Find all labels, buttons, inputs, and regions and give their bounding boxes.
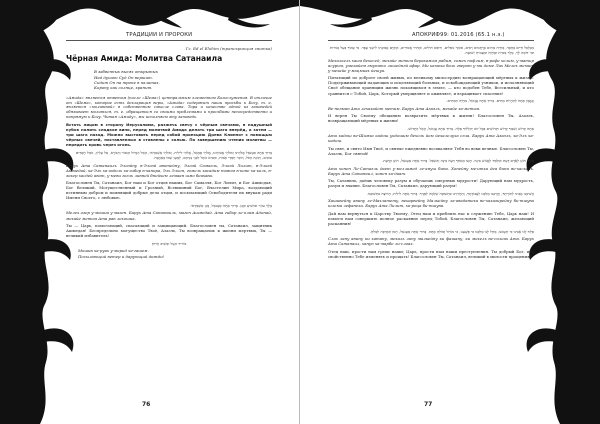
- epigraph-poem: [94, 69, 272, 91]
- left-text-column: [66, 46, 272, 264]
- amida-note: «Амида» является ответом (после «Шема») центральным элементом Богослужения. В отличие от «Шема», которое есть декларация веры, «Амида» содержит наши просьбы к Богу, т. е. является «молитвой» в собственном смысле слова. Тора и качестве одной из заповедей обязывает молиться, т. е. обращаться со своими проблемами и просьбами непосредственно и напрямую к Богу. Читая «Амиду», мы исполняем эту заповедь.: [66, 94, 272, 119]
- transliteration-paragraph: Ата кадош ве-Шимха кадош укдошим бехоль йом йехалелуха сэла. Барух Ата Азаэль, ха-Эль ха-кадош.: [328, 133, 534, 144]
- source-credit: Гг. Ed el Elohim (транскрипция свитка): [185, 46, 272, 51]
- hebrew-text-block: מְכַלְכֵּל חַיִּים בְּחֶסֶד, מְחַיֵּה מֵתִים בְּרַחֲמִים רַבִּים, סוֹמֵךְ נוֹפְלִים, וְרוֹפֵא חוֹלִים, וּמַתִּיר אֲסוּרִים, וּמְקַיֵּם אֱמוּנָתוֹ לִישֵׁנֵי עָפָר. מִי כָמוֹךָ בַּעַל גְּבוּרוֹת וּמִי דּוֹמֶה לָּךְ, מֶלֶךְ מֵמִית וּמְחַיֶּה וּמַצְמִיחַ יְשׁוּעָה.: [329, 45, 534, 56]
- running-header-right: АПОКРИФ99: 01.2016 (65.1 н.э.): [412, 32, 505, 38]
- transliteration-paragraph: Ата хонен Ле-Сатаэль дает у-мелламед ле-ануш бина. Хонейну ме-итха деа бина ве-хаскель. Барух Ата Сатанаил, хонен ха-даат.: [328, 165, 534, 176]
- transliteration-paragraph: Слах лану авину ки хатану, мехаль лану малкейну ки фашану, ки мохель ве-солеах Ата. Барух Ата Сатанаил, ханун ха-марбе ли-слоах.: [328, 236, 534, 247]
- hebrew-text-block: אַתָּה חוֹנֵן לְאָדָם דַּעַת וּמְלַמֵּד לֶאֱנוֹשׁ בִּינָה. חָנֵּנוּ מֵאִתְּךָ דֵּעָה בִּינָה וְהַשְׂכֵּל. בָּרוּךְ אַתָּה סַטָנאֵל, חוֹנֵן הַדָּעַת.: [381, 158, 534, 164]
- hebrew-text-block: סְלַח לָנוּ אָבִינוּ כִּי חָטָאנוּ, מְחַל לָנוּ מַלְכֵּנוּ כִּי פָשָׁעְנוּ, כִּי מוֹחֵל וְסוֹלֵחַ אָתָּה. בָּרוּךְ אַתָּה סַטָנאֵל, חַנּוּן הַמַּרְבֶּה לִסְלֹחַ.: [369, 228, 534, 234]
- right-page: [300, 0, 600, 424]
- header-rule-right: [328, 40, 534, 41]
- header-rule-left: [66, 40, 272, 41]
- poem-line: В забвенных высях открытых: [94, 69, 158, 75]
- transliteration-paragraph: Мехалкель хаим бехесед, мехайе метим берахамим рабим, сомех нофлим, в-рофе холим, у-матир асурим, умекайем эмунато лишейнэй афар. Ми камоха баль гверот у-ми доме Лах Мелех мемит у-мехайе у-мацмиах йешуа.: [328, 57, 534, 73]
- page-title: Чёрная Амида: Молитва Сатанаила: [66, 54, 223, 64]
- hebrew-text-block: מֶלֶךְ עוֹזֵר וּמוֹשִׁיעַ וּמָגֵן. בָּרוּךְ אַתָּה סַטָנאֵל, מָגֵן אַשְׁמְדַאי.: [189, 202, 272, 208]
- poem-line: Над душою Суд Он вершит.: [94, 74, 153, 80]
- hebrew-text-block: בָּרוּךְ אַתָּה סַטָנאֵל אֱלֹהֵינוּ וֵאלֹהֵי אֲבוֹתֵינוּ, אֱלֹהֵי סָמָאֵל, אֱלֹהֵי לִילִית, וֵאלֹהֵי אַשְׁמְדַאי, הָאֵל הַגָּדוֹל הַגִּבּוֹר וְהַנּוֹרָא, אֵל עֶלְיוֹן, גּוֹמֵל חֲסָדִים טוֹבִים, וְקוֹנֵה הַכֹּל, וְזוֹכֵר חַסְדֵי אָבוֹת, וּמֵבִיא גוֹאֵל לִבְנֵי בְנֵיהֶם, לְמַעַן שְׁמוֹ בְּאַהֲבָה.: [75, 149, 272, 161]
- page-number-right: 77: [424, 401, 433, 408]
- verse-line: Мошив ха-руах у-морид ха-гашем.: [78, 248, 149, 254]
- translation-paragraph: Благословен Ты, Сатанаил, Бог наш и Бог отцов наших, Бог Самаэля, Бог Лилит, и Бог Ашмодая, Бог Великий, Могущественный и Грозный, Всевышний Бог, Властелин Мира, воздающий истинным добром и помнящий добрые дела отцов, и посылающий Освободителя их внукам ради Имени Своего, с любовью.: [66, 180, 272, 201]
- translation-paragraph: Питающий по доброте своей живых, по великому милосердию возвращающий мёртвых к жизни. Поддерживающий падающих и исцеляющий больных, и освобождающий узников, и исполняющий Своё обещание хранящим жизнь покоящимся в земле, — кто подобен Тебе, Всесильный, и кто сравнится с Тобой, Царь, Который умерщвляет и оживляет, и взращивает спасение!: [328, 75, 534, 96]
- transliteration-paragraph: Барух Ата Сатанаиль Элоэйну в-Элоэй авотейну, Элоэй Самаэль, Элоэй Лилит, в-Элоэй Ашмедай, ха-Эль ха-гадоль ха-гибор в-ханора, Эль Эльон, гомель хасадим товим в-коне ха-коль, в-зохер хасдей авот, у-меви гоэль ливней бнейхем лемаан шмо беахава.: [66, 162, 272, 178]
- running-header-left: ТРАДИЦИИ И ПРОРОКИ: [126, 32, 193, 38]
- right-text-column: [328, 45, 534, 261]
- verse-line: Посылающий ветер и дарующий дожди!: [78, 253, 165, 259]
- translation-paragraph: И верен Ты Своему обещанию возвратить мёртвых к жизни! Благословен Ты, Азаэль, возвращающий мёртвых к жизни!: [328, 112, 534, 124]
- poem-line: Сидит Он на троне в палатах,: [94, 79, 160, 85]
- translation-paragraph: Ты — Царь, помогающий, спасающий и защищающий. Благословен ты, Сатанаил, защитник Ашмедая! Беспредельно могущество Твоё, Азаэль, Ты возвращаешь к жизни мертвых, Ты — великий избавитель!: [66, 223, 272, 239]
- hebrew-text-block: וְנֶאֱמָן אַתָּה לְהַחֲיוֹת מֵתִים. בָּרוּךְ אַתָּה עֲזָאזֵל, מְחַיֵּה הַמֵּתִים.: [446, 98, 534, 104]
- translation-paragraph: Дай нам вернуться к Царству Твоему, Отец наш и приблизь нас к служению Тебе, Царь наш! И помоги нам совершить полное раскаяние перед Тобой. Благословен Ты, Сатанаил, желающий раскаяния!: [328, 210, 534, 227]
- translation-paragraph: Отец наш, прости нам грехи наши; Царь, прости нам наши преступления. Ты добрый Бог, ибо свойственно Тебе изменять и прощать! Благословен Ты, Сатанаил, великий в милости прощения!: [328, 248, 534, 259]
- hebrew-text-block: אַתָּה קָדוֹשׁ וְשִׁמְךָ קָדוֹשׁ וּקְדוֹשִׁים בְּכָל יוֹם יְהַלְלוּךָ סֶּלָה. בָּרוּךְ אַתָּה עֲזָאזֵל, הָאֵל הַקָּדוֹשׁ.: [407, 125, 534, 131]
- ritual-instructions: Встать лицом в сторону Иерусалима, разжечь свечу с чёрным свечами, в надушный кубок налить сладкое вино, перед молитвой Амида делать три шага вперёд, а затем — три шага назад. Можно выставить перед собой проекцию Древа Клиппот с помощью чёрных свечей, поставленных в ставлены с солью. По завершению чтения молитвы — передать кровь через огонь.: [66, 122, 272, 148]
- transliteration-paragraph: Мелех озер у-мошиа у-маген. Барух Ата Сатанаиль, маген Ашмедай. Ата гибор ле-олам Адонай, мехайе метим Ата рав лехошиа.: [66, 210, 272, 221]
- page-number-left: 76: [142, 401, 151, 408]
- translation-paragraph: Ты, Сатаниль, даёшь человеку разум и обучаешь смертных мудрости! Дарующий нам мудрость, разум и знание. Благословен Ты, Сатанаил, дарующий разум!: [328, 178, 534, 189]
- closing-verse: [78, 248, 272, 259]
- translation-paragraph: Ты свят, и свято Имя Твоё, и святые ежедневно восхваляют Тебя во веки вечные. Благословен Ты, Азаэль, Бог святой!: [328, 145, 534, 156]
- transliteration-paragraph: Хашивейну авину ле-Махлатету, векарвейну Малкейну ла-авадатеха ве-хахазирейну би-тшува шлема лефанеха. Барух Ата Лилит, ха-роца би-тшува.: [328, 198, 534, 209]
- poem-line: Корону как солнце, хранит.: [94, 85, 153, 91]
- hebrew-text-block: הֲשִׁיבֵנוּ אֲבִינוּ לְתוֹרָתֶךָ, וְקָרְבֵנוּ מַלְכֵּנוּ לַעֲבוֹדָתֶךָ, וְהַחֲזִירֵנוּ בִּתְשׁוּבָה שְׁלֵמָה לְפָנֶיךָ. בָּרוּךְ אַתָּה לִילִית, הָרוֹצָה בִּתְשׁוּבָה.: [366, 190, 534, 196]
- hebrew-text-block: מוֹרִיד הַטַּל וּמַשִּׁיב הָרוּחַ: [151, 240, 187, 246]
- transliteration-paragraph: Ве-неэман Ата лехахайот метим. Барух Ата Азаэль, мехайе ха-метим.: [328, 105, 481, 111]
